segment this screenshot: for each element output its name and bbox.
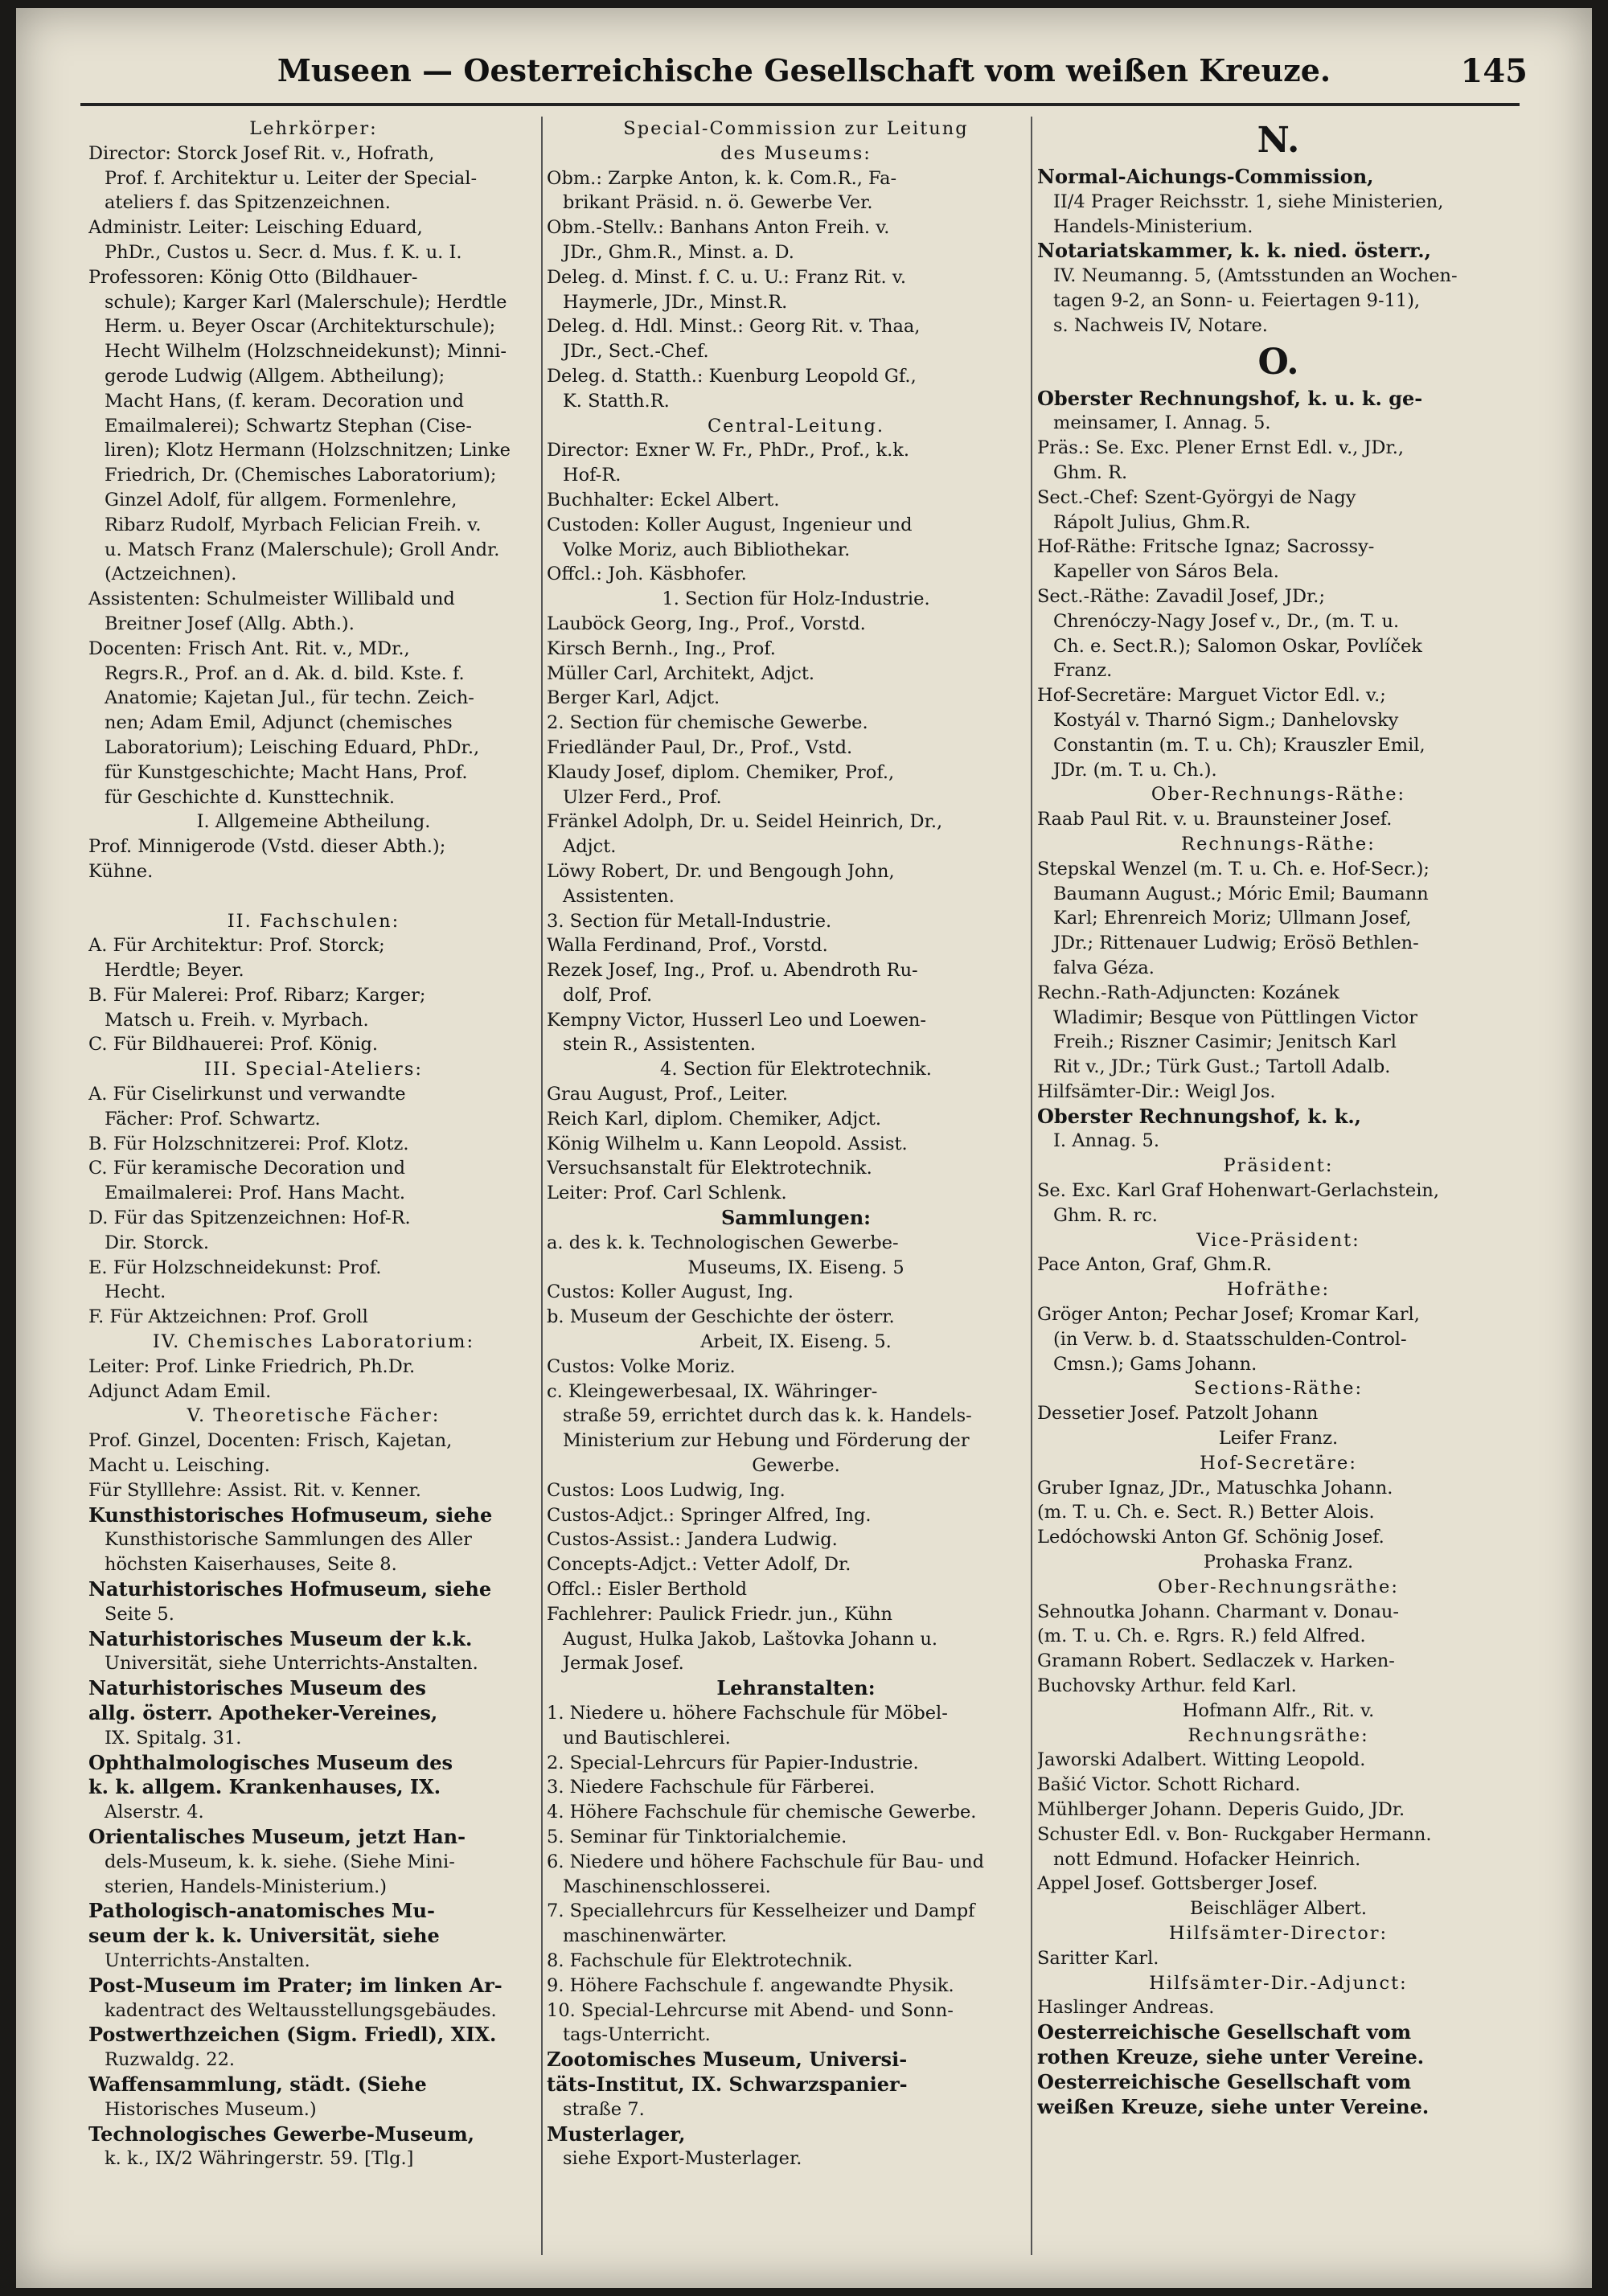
- text-line: Friedrich, Dr. (Chemisches Laboratorium);: [105, 465, 497, 486]
- text-line: Dir. Storck.: [105, 1232, 209, 1253]
- entry-heading: Oberster Rechnungshof, k. u. k. ge-: [1037, 386, 1423, 410]
- entry-heading: allg. österr. Apotheker-Vereines,: [88, 1701, 438, 1724]
- text-line: August, Hulka Jakob, Laštovka Johann u.: [563, 1628, 938, 1650]
- entry-heading: rothen Kreuze, siehe unter Vereine.: [1037, 2044, 1425, 2068]
- text-line: König Wilhelm u. Kann Leopold. Assist.: [547, 1133, 908, 1154]
- text-line: C. Für Bildhauerei: Prof. König.: [88, 1034, 379, 1056]
- text-line: Franz.: [1053, 660, 1113, 682]
- text-line: Se. Exc. Karl Graf Hohenwart-Gerlachstein,: [1037, 1180, 1440, 1202]
- text-line: Rechnungs-Räthe:: [1181, 833, 1376, 855]
- text-line: Kirsch Bernh., Ing., Prof.: [547, 638, 776, 659]
- text-line: Ch. e. Sect.R.); Salomon Oskar, Povlíček: [1053, 635, 1422, 657]
- text-line: 5. Seminar für Tinktorialchemie.: [547, 1826, 847, 1847]
- text-line: I. Allgemeine Abtheilung.: [196, 811, 431, 833]
- text-line: Kunsthistorische Sammlungen des Aller: [105, 1529, 472, 1551]
- text-line: k. k., IX/2 Währingerstr. 59. [Tlg.]: [105, 2148, 414, 2170]
- entry-heading: Notariatskammer, k. k. nied. österr.,: [1037, 239, 1432, 263]
- text-line: Sections-Räthe:: [1193, 1378, 1364, 1400]
- text-line: Ghm. R. rc.: [1053, 1204, 1158, 1226]
- text-line: Arbeit, IX. Eiseng. 5.: [700, 1331, 892, 1353]
- text-line: Regrs.R., Prof. an d. Ak. d. bild. Kste. f.: [105, 662, 465, 684]
- entry-heading: Orientalisches Museum, jetzt Han-: [88, 1824, 466, 1848]
- text-line: Deleg. d. Statth.: Kuenburg Leopold Gf.,: [547, 365, 917, 387]
- text-line: brikant Präsid. n. ö. Gewerbe Ver.: [563, 192, 873, 214]
- text-line: Custos: Koller August, Ing.: [547, 1281, 794, 1303]
- text-line: Docenten: Frisch Ant. Rit. v., MDr.,: [88, 638, 410, 659]
- text-line: schule); Karger Karl (Malerschule); Herdtle: [105, 291, 507, 313]
- page-header: [16, 52, 1592, 109]
- text-line: Sect.-Chef: Szent-Györgyi de Nagy: [1037, 486, 1356, 508]
- text-line: Gramann Robert. Sedlaczek v. Harken-: [1037, 1650, 1395, 1672]
- text-line: (m. T. u. Ch. e. Sect. R.) Better Alois.: [1037, 1502, 1375, 1523]
- entry-heading: weißen Kreuze, siehe unter Vereine.: [1037, 2094, 1430, 2118]
- text-line: höchsten Kaiserhauses, Seite 8.: [105, 1554, 397, 1576]
- text-line: Hecht Wilhelm (Holzschneidekunst); Minni-: [105, 341, 507, 363]
- text-line: Freih.; Riszner Casimir; Jenitsch Karl: [1053, 1031, 1397, 1053]
- text-line: Deleg. d. Hdl. Minst.: Georg Rit. v. Thaa,: [547, 316, 921, 338]
- text-line: Fachlehrer: Paulick Friedr. jun., Kühn: [547, 1603, 893, 1625]
- text-column-right: [1037, 117, 1520, 2255]
- text-line: nen; Adam Emil, Adjunct (chemisches: [105, 712, 453, 734]
- text-line: Custos: Volke Moriz.: [547, 1355, 736, 1377]
- entry-heading: Musterlager,: [547, 2122, 686, 2146]
- text-line: Appel Josef. Gottsberger Josef.: [1037, 1873, 1319, 1895]
- text-line: Mühlberger Johann. Deperis Guido, JDr.: [1037, 1799, 1405, 1820]
- text-line: Sehnoutka Johann. Charmant v. Donau-: [1037, 1601, 1399, 1622]
- text-line: 3. Section für Metall-Industrie.: [547, 910, 832, 932]
- text-line: Anatomie; Kajetan Jul., für techn. Zeich-: [105, 687, 474, 709]
- text-line: Gewerbe.: [752, 1455, 840, 1477]
- text-line: Museums, IX. Eiseng. 5: [687, 1257, 904, 1278]
- text-line: Unterrichts-Anstalten.: [105, 1950, 310, 1971]
- text-line: s. Nachweis IV, Notare.: [1053, 314, 1268, 336]
- entry-heading: Post-Museum im Prater; im linken Ar-: [88, 1973, 503, 1997]
- text-line: Leiter: Prof. Linke Friedrich, Ph.Dr.: [88, 1355, 416, 1377]
- text-line: Gruber Ignaz, JDr., Matuschka Johann.: [1037, 1477, 1393, 1499]
- text-line: Matsch u. Freih. v. Myrbach.: [105, 1009, 369, 1031]
- text-line: dolf, Prof.: [563, 984, 653, 1006]
- text-line: II. Fachschulen:: [227, 910, 400, 932]
- text-line: Raab Paul Rit. v. u. Braunsteiner Josef.: [1037, 809, 1393, 830]
- text-line: Friedländer Paul, Dr., Prof., Vstd.: [547, 736, 853, 758]
- text-line: I. Annag. 5.: [1053, 1130, 1160, 1152]
- text-line: JDr., Ghm.R., Minst. a. D.: [563, 241, 794, 263]
- text-line: IX. Spitalg. 31.: [105, 1727, 242, 1749]
- text-line: Concepts-Adjct.: Vetter Adolf, Dr.: [547, 1554, 851, 1576]
- text-line: Ghm. R.: [1053, 461, 1128, 483]
- text-line: nott Edmund. Hofacker Heinrich.: [1053, 1848, 1361, 1870]
- text-line: Rápolt Julius, Ghm.R.: [1053, 511, 1251, 533]
- text-line: Lehrkörper:: [249, 118, 378, 139]
- text-line: Lauböck Georg, Ing., Prof., Vorstd.: [547, 613, 866, 634]
- text-line: 4. Höhere Fachschule für chemische Gewerbe.: [547, 1802, 977, 1823]
- text-line: Haslinger Andreas.: [1037, 1997, 1215, 2019]
- text-line: 6. Niedere und höhere Fachschule für Bau- und: [547, 1851, 985, 1872]
- text-line: Präsident:: [1223, 1155, 1334, 1177]
- text-line: [88, 884, 539, 909]
- text-line: straße 7.: [563, 2098, 645, 2120]
- text-line: tags-Unterricht.: [563, 2024, 711, 2046]
- text-line: Prohaska Franz.: [1203, 1552, 1354, 1573]
- text-line: IV. Chemisches Laboratorium:: [152, 1331, 475, 1353]
- text-line: Grau August, Prof., Leiter.: [547, 1084, 788, 1105]
- text-line: Müller Carl, Architekt, Adjct.: [547, 662, 815, 684]
- text-line: Stepskal Wenzel (m. T. u. Ch. e. Hof-Secr.);: [1037, 858, 1430, 879]
- text-line: Rechn.-Rath-Adjuncten: Kozánek: [1037, 982, 1339, 1003]
- text-line: Wladimir; Besque von Püttlingen Victor: [1053, 1007, 1417, 1028]
- text-line: dels-Museum, k. k. siehe. (Siehe Mini-: [105, 1851, 455, 1872]
- text-line: (m. T. u. Ch. e. Rgrs. R.) feld Alfred.: [1037, 1626, 1366, 1647]
- text-line: Baumann August.; Móric Emil; Baumann: [1053, 883, 1429, 904]
- text-line: für Kunstgeschichte; Macht Hans, Prof.: [105, 761, 468, 783]
- text-line: Buchhalter: Eckel Albert.: [547, 489, 780, 510]
- header-rule: [80, 103, 1520, 106]
- text-line: liren); Klotz Hermann (Holzschnitzen; Linke: [105, 440, 511, 461]
- text-line: Vice-Präsident:: [1196, 1229, 1360, 1251]
- text-line: Hilfsämter-Dir.-Adjunct:: [1149, 1972, 1408, 1994]
- text-line: IV. Neumanng. 5, (Amtsstunden an Wochen-: [1053, 265, 1458, 287]
- text-line: Versuchsanstalt für Elektrotechnik.: [547, 1158, 872, 1179]
- text-line: 2. Section für chemische Gewerbe.: [547, 712, 868, 734]
- entry-heading: Postwerthzeichen (Sigm. Friedl), XIX.: [88, 2023, 497, 2047]
- text-line: Custoden: Koller August, Ingenieur und: [547, 514, 913, 535]
- text-line: Dessetier Josef. Patzolt Johann: [1037, 1403, 1319, 1425]
- text-line: Hecht.: [105, 1281, 166, 1303]
- text-line: E. Für Holzschneidekunst: Prof.: [88, 1257, 382, 1278]
- text-line: Constantin (m. T. u. Ch); Krauszler Emil,: [1053, 734, 1425, 756]
- text-line: tagen 9-2, an Sonn- u. Feiertagen 9-11),: [1053, 289, 1421, 311]
- text-line: Jaworski Adalbert. Witting Leopold.: [1037, 1749, 1366, 1771]
- text-line: für Geschichte d. Kunsttechnik.: [105, 786, 395, 808]
- text-line: Obm.-Stellv.: Banhans Anton Freih. v.: [547, 217, 890, 239]
- text-line: Assistenten.: [563, 885, 675, 907]
- text-line: 10. Special-Lehrcurse mit Abend- und Sonn-: [547, 1999, 954, 2021]
- text-line: Beischläger Albert.: [1189, 1898, 1368, 1920]
- text-line: Leiter: Prof. Carl Schlenk.: [547, 1183, 787, 1204]
- text-line: Bašić Victor. Schott Richard.: [1037, 1774, 1301, 1796]
- entry-heading: Pathologisch-anatomisches Mu-: [88, 1899, 435, 1923]
- entry-heading: Technologisches Gewerbe-Museum,: [88, 2122, 474, 2146]
- text-column-left: [88, 117, 539, 2255]
- text-line: Historisches Museum.): [105, 2098, 317, 2120]
- text-line: 2. Special-Lehrcurs für Papier-Industrie.: [547, 1752, 919, 1773]
- text-line: des Museums:: [720, 142, 872, 164]
- text-line: Cmsn.); Gams Johann.: [1053, 1353, 1257, 1375]
- text-line: stein R., Assistenten.: [563, 1034, 757, 1056]
- text-line: Kapeller von Sáros Bela.: [1053, 561, 1279, 583]
- text-line: Macht Hans, (f. keram. Decoration und: [105, 390, 464, 412]
- text-line: 8. Fachschule für Elektrotechnik.: [547, 1950, 853, 1971]
- text-line: Adjct.: [563, 836, 617, 858]
- text-line: 7. Speciallehrcurs für Kesselheizer und Dampf: [547, 1900, 975, 1922]
- text-line: u. Matsch Franz (Malerschule); Groll Andr.: [105, 539, 500, 560]
- text-line: Sect.-Räthe: Zavadil Josef, JDr.;: [1037, 585, 1326, 607]
- text-line: Breitner Josef (Allg. Abth.).: [105, 613, 355, 634]
- entry-heading: Naturhistorisches Museum der k.k.: [88, 1626, 473, 1650]
- text-line: A. Für Ciselirkunst und verwandte: [88, 1084, 406, 1105]
- text-line: C. Für keramische Decoration und: [88, 1158, 405, 1179]
- text-line: falva Géza.: [1053, 957, 1155, 978]
- text-line: Kostyál v. Tharnó Sigm.; Danhelovsky: [1053, 709, 1399, 731]
- text-line: Jermak Josef.: [563, 1653, 684, 1675]
- text-line: Administr. Leiter: Leisching Eduard,: [88, 217, 423, 239]
- text-line: Director: Exner W. Fr., PhDr., Prof., k.k.: [547, 440, 910, 461]
- text-line: 3. Niedere Fachschule für Färberei.: [547, 1777, 876, 1798]
- entry-heading: Oesterreichische Gesellschaft vom: [1037, 2069, 1412, 2093]
- text-line: gerode Ludwig (Allgem. Abtheilung);: [105, 365, 445, 387]
- text-line: Hof-Räthe: Fritsche Ignaz; Sacrossy-: [1037, 536, 1375, 558]
- text-line: Offcl.: Joh. Käsbhofer.: [547, 564, 747, 585]
- text-line: maschinenwärter.: [563, 1925, 728, 1947]
- text-line: straße 59, errichtet durch das k. k. Handels-: [563, 1405, 972, 1427]
- entry-heading: k. k. allgem. Krankenhauses, IX.: [88, 1775, 441, 1799]
- text-line: V. Theoretische Fächer:: [187, 1405, 441, 1427]
- text-line: sterien, Handels-Ministerium.): [105, 1876, 388, 1897]
- text-line: Karl; Ehrenreich Moriz; Ullmann Josef,: [1053, 908, 1412, 929]
- text-line: Schuster Edl. v. Bon- Ruckgaber Hermann.: [1037, 1823, 1432, 1845]
- text-line: D. Für das Spitzenzeichnen: Hof-R.: [88, 1207, 411, 1229]
- text-line: Ober-Rechnungs-Räthe:: [1151, 784, 1406, 806]
- text-line: Pace Anton, Graf, Ghm.R.: [1037, 1254, 1272, 1276]
- text-line: Ruzwaldg. 22.: [105, 2049, 236, 2071]
- text-line: N.: [1257, 120, 1300, 161]
- text-line: Volke Moriz, auch Bibliothekar.: [563, 539, 851, 560]
- entry-heading: täts-Institut, IX. Schwarzspanier-: [547, 2072, 908, 2096]
- text-line: Prof. Ginzel, Docenten: Frisch, Kajetan,: [88, 1430, 453, 1452]
- text-line: Deleg. d. Minst. f. C. u. U.: Franz Rit. v.: [547, 266, 906, 288]
- text-line: Maschinenschlosserei.: [563, 1876, 771, 1897]
- text-line: Prof. Minnigerode (Vstd. dieser Abth.);: [88, 836, 446, 858]
- entry-heading: Lehranstalten:: [716, 1676, 876, 1700]
- entry-heading: Zootomisches Museum, Universi-: [547, 2048, 908, 2072]
- text-line: Präs.: Se. Exc. Plener Ernst Edl. v., JDr.,: [1037, 437, 1405, 459]
- text-line: 4. Section für Elektrotechnik.: [660, 1059, 932, 1080]
- text-line: Klaudy Josef, diplom. Chemiker, Prof.,: [547, 761, 895, 783]
- text-line: Custos-Adjct.: Springer Alfred, Ing.: [547, 1504, 872, 1526]
- text-line: Für Stylllehre: Assist. Rit. v. Kenner.: [88, 1479, 421, 1501]
- entry-heading: Naturhistorisches Museum des: [88, 1676, 426, 1700]
- text-column-middle: [547, 117, 1045, 2255]
- text-line: Seite 5.: [105, 1603, 174, 1625]
- text-line: Hilfsämter-Director:: [1168, 1922, 1389, 1944]
- text-line: Special-Commission zur Leitung: [623, 118, 969, 139]
- text-line: Hilfsämter-Dir.: Weigl Jos.: [1037, 1080, 1276, 1102]
- column-divider: [1031, 117, 1032, 2255]
- text-line: JDr. (m. T. u. Ch.).: [1053, 759, 1217, 781]
- text-line: JDr.; Rittenauer Ludwig; Erösö Bethlen-: [1053, 933, 1419, 954]
- text-line: Ribarz Rudolf, Myrbach Felician Freih. v.: [105, 514, 482, 535]
- page-number: 145: [1460, 52, 1528, 90]
- text-line: und Bautischlerei.: [563, 1727, 731, 1749]
- text-line: Hofräthe:: [1226, 1279, 1331, 1301]
- text-line: Custos: Loos Ludwig, Ing.: [547, 1479, 786, 1501]
- text-line: III. Special-Ateliers:: [204, 1059, 423, 1080]
- text-line: Haymerle, JDr., Minst.R.: [563, 291, 788, 313]
- text-line: Emailmalerei); Schwartz Stephan (Cise-: [105, 415, 472, 437]
- text-line: Kempny Victor, Husserl Leo und Loewen-: [547, 1009, 927, 1031]
- text-line: PhDr., Custos u. Secr. d. Mus. f. K. u. I.: [105, 241, 462, 263]
- text-line: Reich Karl, diplom. Chemiker, Adjct.: [547, 1108, 882, 1130]
- text-line: Hof-Secretäre: Marguet Victor Edl. v.;: [1037, 685, 1386, 707]
- text-line: Universität, siehe Unterrichts-Anstalten.: [105, 1653, 478, 1675]
- text-line: Walla Ferdinand, Prof., Vorstd.: [547, 935, 828, 957]
- text-line: Rechnungsräthe:: [1188, 1724, 1369, 1746]
- entry-heading: Waffensammlung, städt. (Siehe: [88, 2072, 427, 2096]
- text-line: II/4 Prager Reichsstr. 1, siehe Ministerien,: [1053, 191, 1444, 212]
- text-line: Offcl.: Eisler Berthold: [547, 1579, 747, 1601]
- text-line: Herdtle; Beyer.: [105, 960, 244, 982]
- text-line: Laboratorium); Leisching Eduard, PhDr.,: [105, 736, 480, 758]
- running-title: Museen — Oesterreichische Gesellschaft vom weißen Kreuze.: [277, 52, 1331, 88]
- text-line: Berger Karl, Adjct.: [547, 687, 720, 709]
- text-line: Adjunct Adam Emil.: [88, 1380, 272, 1402]
- text-line: Herm. u. Beyer Oscar (Architekturschule);: [105, 316, 496, 338]
- text-line: Fächer: Prof. Schwartz.: [105, 1108, 321, 1130]
- column-divider: [541, 117, 543, 2255]
- entry-heading: Ophthalmologisches Museum des: [88, 1750, 453, 1774]
- text-line: JDr., Sect.-Chef.: [563, 341, 709, 363]
- text-line: a. des k. k. Technologischen Gewerbe-: [547, 1232, 899, 1253]
- entry-heading: seum der k. k. Universität, siehe: [88, 1924, 440, 1948]
- text-line: Gröger Anton; Pechar Josef; Kromar Karl,: [1037, 1304, 1420, 1326]
- text-line: B. Für Malerei: Prof. Ribarz; Karger;: [88, 984, 426, 1006]
- text-line: Ministerium zur Hebung und Förderung der: [563, 1430, 970, 1452]
- text-line: b. Museum der Geschichte der österr.: [547, 1306, 895, 1328]
- text-line: Ulzer Ferd., Prof.: [563, 786, 722, 808]
- text-line: Obm.: Zarpke Anton, k. k. Com.R., Fa-: [547, 167, 897, 189]
- text-line: F. Für Aktzeichnen: Prof. Groll: [88, 1306, 368, 1328]
- text-line: Rezek Josef, Ing., Prof. u. Abendroth Ru-: [547, 960, 918, 982]
- text-line: 1. Niedere u. höhere Fachschule für Möbel-: [547, 1703, 948, 1724]
- text-line: (in Verw. b. d. Staatsschulden-Control-: [1053, 1328, 1407, 1350]
- text-line: Saritter Karl.: [1037, 1947, 1159, 1969]
- text-line: 9. Höhere Fachschule f. angewandte Physik.: [547, 1974, 954, 1996]
- text-line: Macht u. Leisching.: [88, 1455, 270, 1477]
- text-line: A. Für Architektur: Prof. Storck;: [88, 935, 385, 957]
- text-line: Custos-Assist.: Jandera Ludwig.: [547, 1529, 838, 1551]
- text-line: (Actzeichnen).: [105, 564, 237, 585]
- text-line: B. Für Holzschnitzerei: Prof. Klotz.: [88, 1133, 409, 1154]
- text-line: 1. Section für Holz-Industrie.: [662, 588, 930, 610]
- text-line: Handels-Ministerium.: [1053, 215, 1253, 237]
- text-line: Assistenten: Schulmeister Willibald und: [88, 588, 455, 610]
- text-line: Leifer Franz.: [1218, 1428, 1339, 1449]
- text-line: kadentract des Weltausstellungsgebäudes.: [105, 1999, 497, 2021]
- text-line: Hof-R.: [563, 465, 621, 486]
- text-line: Buchovsky Arthur. feld Karl.: [1037, 1675, 1297, 1697]
- text-line: Emailmalerei: Prof. Hans Macht.: [105, 1183, 406, 1204]
- text-line: Ledóchowski Anton Gf. Schönig Josef.: [1037, 1527, 1384, 1548]
- text-line: Alserstr. 4.: [105, 1802, 204, 1823]
- entry-heading: Kunsthistorisches Hofmuseum, siehe: [88, 1503, 493, 1527]
- entry-heading: Sammlungen:: [720, 1206, 872, 1230]
- text-line: ateliers f. das Spitzenzeichnen.: [105, 192, 391, 214]
- text-line: c. Kleingewerbesaal, IX. Währinger-: [547, 1380, 878, 1402]
- text-line: Ginzel Adolf, für allgem. Formenlehre,: [105, 489, 457, 510]
- text-line: Hof-Secretäre:: [1200, 1452, 1357, 1474]
- text-line: K. Statth.R.: [563, 390, 670, 412]
- text-line: Prof. f. Architektur u. Leiter der Special-: [105, 167, 478, 189]
- text-line: Ober-Rechnungsräthe:: [1158, 1576, 1399, 1597]
- text-line: Professoren: König Otto (Bildhauer-: [88, 266, 418, 288]
- text-line: meinsamer, I. Annag. 5.: [1053, 412, 1271, 434]
- text-line: Löwy Robert, Dr. und Bengough John,: [547, 860, 895, 882]
- text-line: Central-Leitung.: [707, 415, 885, 437]
- text-line: Chrenóczy-Nagy Josef v., Dr., (m. T. u.: [1053, 610, 1400, 632]
- text-line: Rit v., JDr.; Türk Gust.; Tartoll Adalb.: [1053, 1056, 1391, 1078]
- text-line: Hofmann Alfr., Rit. v.: [1182, 1699, 1375, 1721]
- entry-heading: Oesterreichische Gesellschaft vom: [1037, 2020, 1412, 2044]
- text-line: Fränkel Adolph, Dr. u. Seidel Heinrich, Dr.,: [547, 811, 943, 833]
- text-line: siehe Export-Musterlager.: [563, 2148, 802, 2170]
- text-line: Director: Storck Josef Rit. v., Hofrath,: [88, 142, 435, 164]
- text-line: O.: [1257, 341, 1299, 383]
- document-page: [16, 8, 1592, 2288]
- entry-heading: Naturhistorisches Hofmuseum, siehe: [88, 1577, 492, 1601]
- entry-heading: Normal-Aichungs-Commission,: [1037, 165, 1374, 188]
- text-line: Kühne.: [88, 860, 154, 882]
- entry-heading: Oberster Rechnungshof, k. k.,: [1037, 1104, 1362, 1128]
